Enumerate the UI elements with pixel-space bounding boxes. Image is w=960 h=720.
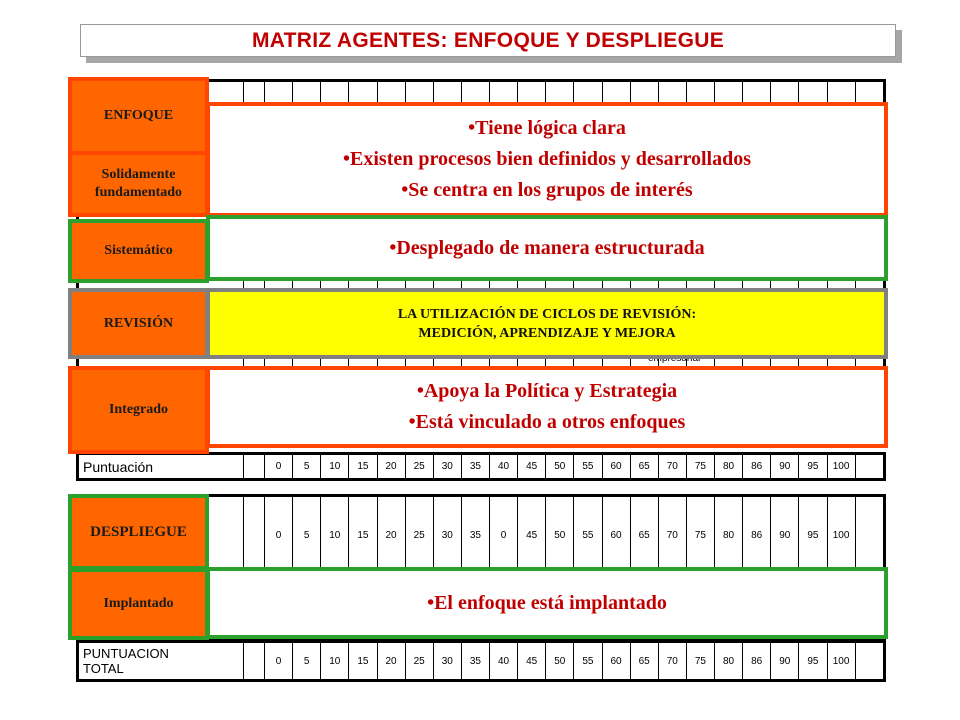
table-row [79, 643, 884, 680]
table-cell: 50 [546, 643, 574, 680]
table-cell: 35 [461, 497, 489, 574]
label-integrado [68, 366, 209, 454]
table-cell: 90 [771, 455, 799, 479]
table-cell: 30 [433, 643, 461, 680]
table-cell: 80 [715, 643, 743, 680]
table-cell: 40 [490, 643, 518, 680]
table-cell: 75 [686, 497, 714, 574]
table-cell: 35 [461, 455, 489, 479]
table-cell: 80 [715, 497, 743, 574]
table-cell: 100 [827, 455, 855, 479]
table-cell: 55 [574, 497, 602, 574]
table-cell: 60 [602, 497, 630, 574]
table-cell: 40 [490, 455, 518, 479]
table-cell: 75 [686, 455, 714, 479]
table-cell: 10 [321, 497, 349, 574]
table-cell: 75 [686, 643, 714, 680]
table-cell: 95 [799, 497, 827, 574]
table-cell: 55 [574, 643, 602, 680]
table-cell: 15 [349, 497, 377, 574]
table-cell [855, 497, 883, 574]
criteria-item: • Tiene lógica clara [468, 113, 626, 144]
label-implantado-text: Implantado [103, 596, 174, 611]
table-cell: 55 [574, 455, 602, 479]
table-cell: 45 [518, 643, 546, 680]
table-cell: 30 [433, 455, 461, 479]
label-sistematico [68, 219, 209, 283]
table-cell: 5 [293, 497, 321, 574]
label-enfoque [68, 77, 209, 155]
table-cell: 70 [658, 643, 686, 680]
label-enfoque-text: ENFOQUE [103, 108, 174, 123]
table-cell: 35 [461, 643, 489, 680]
table-cell: 95 [799, 455, 827, 479]
table-cell: 25 [405, 455, 433, 479]
label-solidamente [68, 151, 209, 217]
table-cell: 20 [377, 497, 405, 574]
table-row [79, 455, 884, 479]
table-cell: 10 [321, 455, 349, 479]
criteria-item: • Se centra en los grupos de interés [401, 175, 692, 206]
page-title: MATRIZ AGENTES: ENFOQUE Y DESPLIEGUE [251, 28, 725, 52]
table-cell: 20 [377, 643, 405, 680]
table-cell: 0 [265, 643, 293, 680]
table-cell: 90 [771, 497, 799, 574]
revision-box [206, 288, 888, 359]
label-solidamente-text: Solidamente fundamentado [94, 167, 183, 200]
table-cell: 5 [293, 455, 321, 479]
table-label-cell: Puntuación [79, 455, 244, 479]
table-label-cell: PUNTUACION TOTAL [79, 643, 244, 680]
table-cell: 30 [433, 497, 461, 574]
revision-line: MEDICIÓN, APRENDIZAJE Y MEJORA [418, 325, 676, 341]
table-cell [244, 497, 265, 574]
table-cell: 80 [715, 455, 743, 479]
title-box [80, 24, 896, 57]
table-cell: 65 [630, 455, 658, 479]
table-cell: 86 [743, 643, 771, 680]
total-score-table [76, 640, 886, 682]
table-cell: 0 [265, 497, 293, 574]
table-cell: 70 [658, 497, 686, 574]
criteria-item: • Está vinculado a otros enfoques [409, 407, 686, 438]
revision-line: LA UTILIZACIÓN DE CICLOS DE REVISIÓN: [397, 306, 697, 322]
table-cell: 25 [405, 643, 433, 680]
table-cell [244, 643, 265, 680]
table-cell: 70 [658, 455, 686, 479]
table-cell: 0 [490, 497, 518, 574]
table-cell: 50 [546, 455, 574, 479]
label-despliegue-text: DESPLIEGUE [90, 524, 187, 540]
criteria-item: • El enfoque está implantado [427, 588, 667, 619]
table-cell: 90 [771, 643, 799, 680]
table-cell: 25 [405, 497, 433, 574]
table-cell: 65 [630, 643, 658, 680]
implantado-criteria-box [206, 567, 888, 639]
table-cell: 5 [293, 643, 321, 680]
label-revision [68, 288, 209, 359]
table-cell: 100 [827, 643, 855, 680]
criteria-item: • Desplegado de manera estructurada [389, 233, 704, 264]
table-cell: 86 [743, 497, 771, 574]
label-sistematico-text: Sistemático [104, 243, 173, 258]
table-cell: 65 [630, 497, 658, 574]
table-cell: 15 [349, 643, 377, 680]
table-cell: 15 [349, 455, 377, 479]
criteria-item: • Existen procesos bien definidos y desarrollados [343, 144, 751, 175]
table-cell: 10 [321, 643, 349, 680]
criteria-item: • Apoya la Política y Estrategia [417, 376, 677, 407]
table-cell: 0 [265, 455, 293, 479]
table-cell: 45 [518, 497, 546, 574]
label-revision-text: REVISIÓN [103, 315, 174, 331]
integrado-criteria-box [206, 366, 888, 448]
label-implantado [68, 568, 209, 640]
table-cell: 60 [602, 455, 630, 479]
label-integrado-text: Integrado [108, 402, 169, 417]
table-cell: 86 [743, 455, 771, 479]
table-cell [855, 455, 883, 479]
table-cell: 60 [602, 643, 630, 680]
table-cell: 100 [827, 497, 855, 574]
table-cell [855, 643, 883, 680]
table-cell: 50 [546, 497, 574, 574]
table-cell: 20 [377, 455, 405, 479]
puntuacion-row-table [76, 452, 886, 481]
label-despliegue [68, 494, 209, 570]
table-cell [244, 455, 265, 479]
enfoque-criteria-box [206, 102, 888, 217]
sistematico-criteria-box [206, 215, 888, 281]
table-cell: 45 [518, 455, 546, 479]
table-cell: 95 [799, 643, 827, 680]
